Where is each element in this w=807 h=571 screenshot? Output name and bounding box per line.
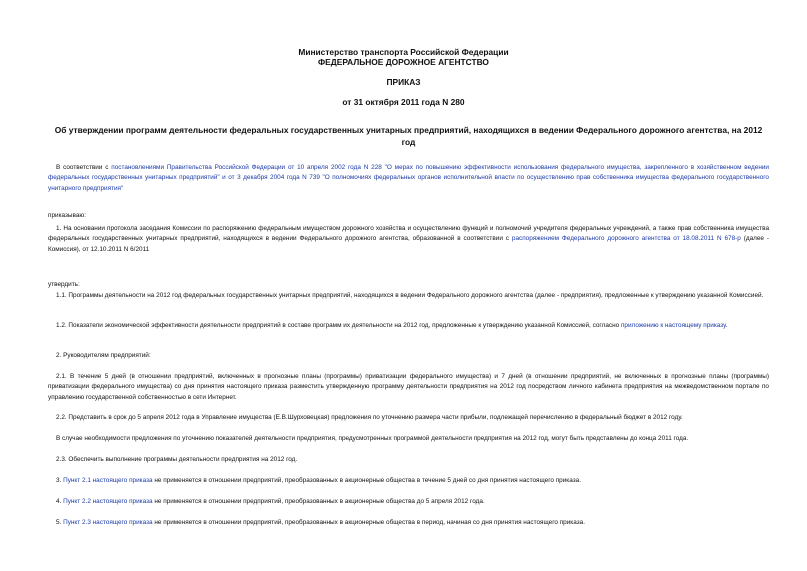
item-1-1: 1.1. Программы деятельности на 2012 год федеральных государственных унитарных предприятий, находящихся в ведении Федерального дорожного агентства (далее - предприятия), предложенные к утверждению указанной Комиссией. [56,292,764,299]
item-1-2-text: 1.2. Показатели экономической эффективности деятельности предприятий в составе программ их деятельности на 2012 год, предложенные к утверждению указанной Комиссией, согласно [56,322,621,329]
approve-word: утвердить: [48,281,80,288]
item-3 [48,476,769,486]
item-4-number: 4. [56,498,64,505]
item-5 [48,518,769,528]
item-1-text-end: (далее - Комиссия), от 12.10.2011 N 6/2011 [48,235,769,253]
item-2-1: 2.1. В течение 5 дней (в отношении предприятий, включенных в прогнозные планы (программы) приватизации федерального имущества) и 7 дней (в отношении предприятий, не включенных в прогнозные планы (программы) приватизации федерального имущества) со дня принятия настоящего приказа разместить утвержденную программу деятельности предприятия на 2012 год посредством личного кабинета предприятия на межведомственном портале по управлению государственной собственностью в сети Интернет. [48,373,769,401]
item-4-text: не применяется в отношении предприятий, преобразованных в акционерные общества до 5 апреля 2012 года. [152,498,485,505]
item-5-text: не применяется в отношении предприятий, преобразованных в акционерные общества в период, начиная со дня принятия настоящего приказа. [152,519,585,526]
item-3-link[interactable]: Пункт 2.1 настоящего приказа [63,477,153,484]
item-2: 2. Руководителям предприятий: [56,352,151,359]
item-3-text: не применяется в отношении предприятий, преобразованных в акционерные общества в течение 5 дней со дня принятия настоящего приказа. [152,477,581,484]
item-4 [48,497,769,507]
order-word: приказываю: [48,212,86,219]
document-title: Об утверждении программ деятельности федеральных государственных унитарных предприятий, находящихся в ведении Федерального дорожного агентства, на 2012 год [54,125,763,147]
ministry-name: Министерство транспорта Российской Федерации [298,47,509,57]
preamble-link[interactable]: постановлениями Правительства Российской Федерации от 10 апреля 2002 года N 228 "О мерах по повышению эффективности использования федерального имущества, закрепленного в хозяйственном ведении федеральных государственных унитарных предприятий" и от 3 декабря 2004 года N 739 "О полномочиях федеральных органов исполнительной власти по осуществлению прав собственника имущества федерального государственного унитарного предприятия" [48,164,769,192]
item-4-link[interactable]: Пункт 2.2 настоящего приказа [63,498,153,505]
item-2-2-note: В случае необходимости предложения по уточнению показателей деятельности предприятия, предусмотренных программой деятельности предприятия на 2012 год, могут быть представлены до конца 2011 года. [56,435,689,442]
item-5-link[interactable]: Пункт 2.3 настоящего приказа [63,519,153,526]
item-2-3: 2.3. Обеспечить выполнение программы деятельности предприятия на 2012 год. [56,456,298,463]
item-1-2-link[interactable]: приложению к настоящему приказу [620,322,726,329]
document-type: ПРИКАЗ [386,77,421,87]
item-5-number: 5. [56,519,64,526]
item-2-2: 2.2. Представить в срок до 5 апреля 2012 года в Управление имущества (Е.В.Шурховецкая) предложения по уточнению размера части прибыли, подлежащей перечислению в федеральный бюджет в 2012 году. [56,414,683,421]
item-1 [48,224,769,255]
document-date-number: от 31 октября 2011 года N 280 [342,97,465,107]
item-1-text: 1. На основании протокола заседания Комиссии по распоряжению федеральным имуществом дорожного хозяйства и осуществлению функций и полномочий учредителя федеральных учреждений, а также прав собственника имущества федеральных государственных унитарных предприятий, находящихся в ведении Федерального дорожного агентства, образованной в соответствии с [48,225,769,243]
preamble [48,163,769,194]
preamble-text: В соответствии с [56,164,112,171]
item-1-2 [48,321,769,331]
item-1-link[interactable]: распоряжением Федерального дорожного агентства от 18.08.2011 N 678-р [511,235,741,243]
item-1-2-text-end: . [725,322,728,329]
item-3-number: 3. [56,477,64,484]
agency-name: ФЕДЕРАЛЬНОЕ ДОРОЖНОЕ АГЕНТСТВО [318,57,489,67]
